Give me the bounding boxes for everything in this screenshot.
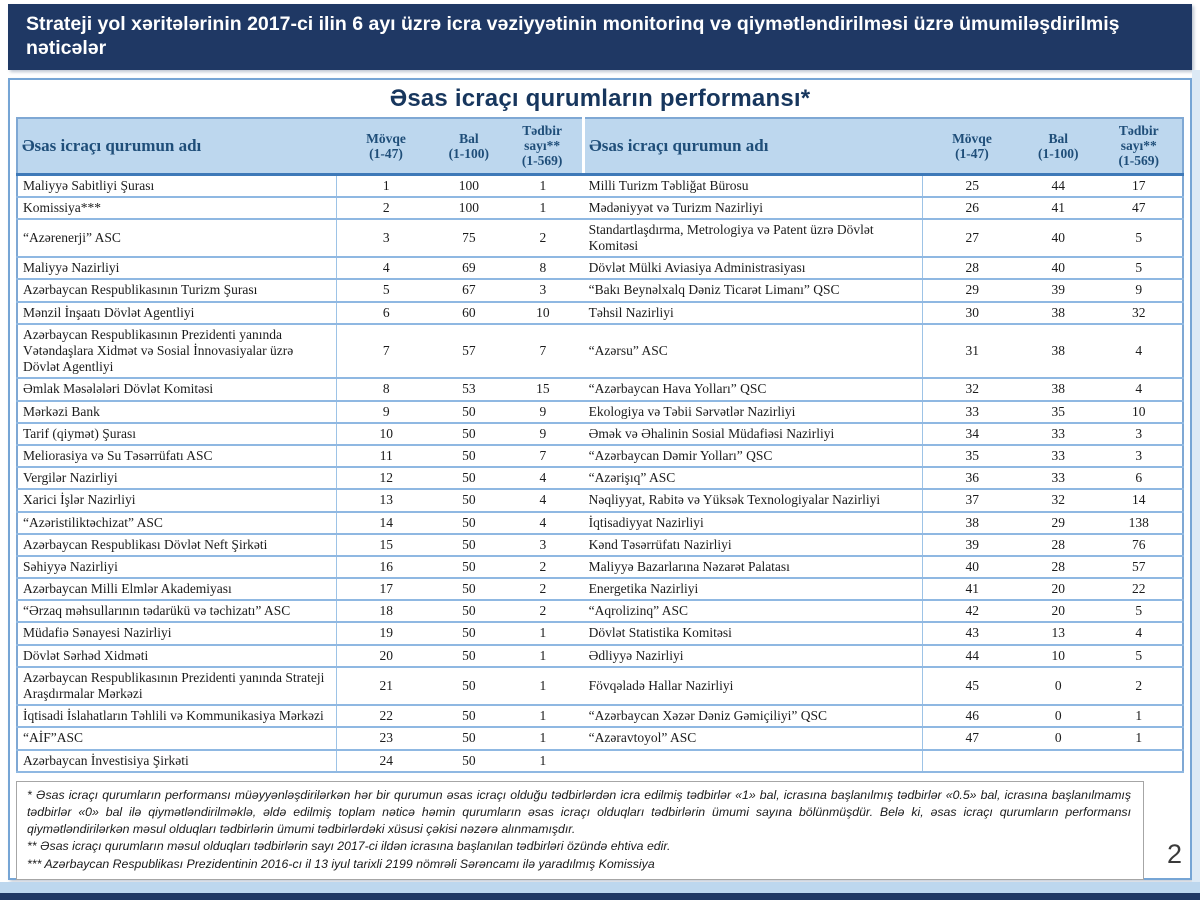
value-cell: 4 bbox=[1096, 324, 1183, 379]
value-cell: 3 bbox=[1096, 423, 1183, 445]
value-cell: 7 bbox=[502, 445, 584, 467]
column-header-measures-right: Tədbir sayı** (1-569) bbox=[1096, 118, 1183, 174]
institution-name-cell: “Azərsu” ASC bbox=[584, 324, 923, 379]
value-cell: 76 bbox=[1096, 534, 1183, 556]
table-header-row bbox=[17, 118, 1183, 174]
value-cell: 50 bbox=[436, 750, 502, 772]
value-cell: 4 bbox=[502, 467, 584, 489]
value-cell: 20 bbox=[1021, 600, 1096, 622]
value-cell: 17 bbox=[1096, 174, 1183, 197]
institution-name-cell: Azərbaycan Respublikasının Prezidenti yanında Vətəndaşlara Xidmət və Sosial İnnovasiyalar üzrə Dövlət Agentliyi bbox=[17, 324, 336, 379]
value-cell: 29 bbox=[923, 279, 1021, 301]
institution-name-cell: Ekologiya və Təbii Sərvətlər Nazirliyi bbox=[584, 401, 923, 423]
value-cell: 0 bbox=[1021, 705, 1096, 727]
column-header-rank-right: Mövqe (1-47) bbox=[923, 118, 1021, 174]
value-cell: 40 bbox=[923, 556, 1021, 578]
value-cell: 6 bbox=[336, 302, 435, 324]
institution-name-cell: Müdafiə Sənayesi Nazirliyi bbox=[17, 622, 336, 644]
value-cell: 2 bbox=[502, 578, 584, 600]
value-cell: 19 bbox=[336, 622, 435, 644]
table-row bbox=[17, 467, 1183, 489]
value-cell: 16 bbox=[336, 556, 435, 578]
value-cell: 39 bbox=[923, 534, 1021, 556]
institution-name-cell: Milli Turizm Təbliğat Bürosu bbox=[584, 174, 923, 197]
value-cell: 100 bbox=[436, 174, 502, 197]
value-cell: 9 bbox=[502, 423, 584, 445]
value-cell bbox=[923, 750, 1021, 772]
value-cell: 34 bbox=[923, 423, 1021, 445]
value-cell: 1 bbox=[502, 667, 584, 705]
value-cell: 50 bbox=[436, 489, 502, 511]
value-cell: 5 bbox=[1096, 257, 1183, 279]
page-number: 2 bbox=[1166, 839, 1182, 869]
value-cell: 1 bbox=[502, 727, 584, 749]
column-header-name-left: Əsas icraçı qurumun adı bbox=[17, 118, 336, 174]
value-cell: 22 bbox=[1096, 578, 1183, 600]
value-cell: 42 bbox=[923, 600, 1021, 622]
institution-name-cell: Mənzil İnşaatı Dövlət Agentliyi bbox=[17, 302, 336, 324]
value-cell: 3 bbox=[502, 279, 584, 301]
value-cell: 17 bbox=[336, 578, 435, 600]
value-cell: 47 bbox=[923, 727, 1021, 749]
value-cell: 9 bbox=[1096, 279, 1183, 301]
table-row bbox=[17, 750, 1183, 772]
value-cell: 32 bbox=[1021, 489, 1096, 511]
value-cell: 43 bbox=[923, 622, 1021, 644]
value-cell: 8 bbox=[336, 378, 435, 400]
table-row bbox=[17, 324, 1183, 379]
slide-content-area bbox=[8, 78, 1192, 880]
table-row bbox=[17, 445, 1183, 467]
institution-name-cell: Kənd Təsərrüfatı Nazirliyi bbox=[584, 534, 923, 556]
institution-name-cell: Maliyyə Nazirliyi bbox=[17, 257, 336, 279]
institution-name-cell: Meliorasiya və Su Təsərrüfatı ASC bbox=[17, 445, 336, 467]
value-cell: 1 bbox=[1096, 705, 1183, 727]
value-cell: 69 bbox=[436, 257, 502, 279]
value-cell: 1 bbox=[502, 622, 584, 644]
value-cell: 40 bbox=[1021, 257, 1096, 279]
table-row bbox=[17, 302, 1183, 324]
value-cell: 3 bbox=[336, 219, 435, 257]
institution-name-cell: Fövqəladə Hallar Nazirliyi bbox=[584, 667, 923, 705]
value-cell: 35 bbox=[1021, 401, 1096, 423]
value-cell: 5 bbox=[1096, 645, 1183, 667]
bottom-band-light bbox=[0, 882, 1200, 893]
value-cell: 50 bbox=[436, 578, 502, 600]
value-cell: 38 bbox=[1021, 378, 1096, 400]
institution-name-cell: “Ərzaq məhsullarının tədarükü və təchizatı” ASC bbox=[17, 600, 336, 622]
institution-name-cell: Azərbaycan Respublikasının Turizm Şurası bbox=[17, 279, 336, 301]
value-cell: 5 bbox=[1096, 219, 1183, 257]
institution-name-cell: Nəqliyyat, Rabitə və Yüksək Texnologiyalar Nazirliyi bbox=[584, 489, 923, 511]
value-cell: 10 bbox=[1021, 645, 1096, 667]
footnote-3: *** Azərbaycan Respublikası Prezidentinin 2016-cı il 13 iyul tarixli 2199 nömrəli Sərəncamı ilə yaradılmış Komissiya bbox=[27, 856, 655, 871]
table-row bbox=[17, 512, 1183, 534]
value-cell: 50 bbox=[436, 556, 502, 578]
table-row bbox=[17, 279, 1183, 301]
column-header-rank-left: Mövqe (1-47) bbox=[336, 118, 435, 174]
value-cell bbox=[1021, 750, 1096, 772]
institution-name-cell: Azərbaycan İnvestisiya Şirkəti bbox=[17, 750, 336, 772]
value-cell: 33 bbox=[1021, 445, 1096, 467]
value-cell: 10 bbox=[502, 302, 584, 324]
value-cell: 5 bbox=[1096, 600, 1183, 622]
value-cell: 50 bbox=[436, 401, 502, 423]
institution-name-cell: “Azərbaycan Hava Yolları” QSC bbox=[584, 378, 923, 400]
value-cell: 50 bbox=[436, 645, 502, 667]
value-cell: 41 bbox=[1021, 197, 1096, 219]
institution-name-cell: Ədliyyə Nazirliyi bbox=[584, 645, 923, 667]
value-cell: 13 bbox=[1021, 622, 1096, 644]
value-cell: 20 bbox=[336, 645, 435, 667]
value-cell: 1 bbox=[502, 197, 584, 219]
banner-title: Strateji yol xəritələrinin 2017-ci ilin 6 ayı üzrə icra vəziyyətinin monitorinq və qiymətləndirilməsi üzrə ümumiləşdirilmiş nəticələr bbox=[26, 13, 1120, 59]
value-cell: 27 bbox=[923, 219, 1021, 257]
column-header-measures-left: Tədbir sayı** (1-569) bbox=[502, 118, 584, 174]
institution-name-cell: Standartlaşdırma, Metrologiya və Patent üzrə Dövlət Komitəsi bbox=[584, 219, 923, 257]
footnote-box bbox=[16, 781, 1144, 880]
value-cell: 29 bbox=[1021, 512, 1096, 534]
value-cell: 1 bbox=[502, 750, 584, 772]
value-cell: 44 bbox=[1021, 174, 1096, 197]
value-cell: 33 bbox=[923, 401, 1021, 423]
institution-name-cell: Mədəniyyət və Turizm Nazirliyi bbox=[584, 197, 923, 219]
value-cell: 46 bbox=[923, 705, 1021, 727]
value-cell: 3 bbox=[502, 534, 584, 556]
value-cell: 6 bbox=[1096, 467, 1183, 489]
value-cell: 38 bbox=[1021, 324, 1096, 379]
value-cell: 32 bbox=[923, 378, 1021, 400]
institution-name-cell: Azərbaycan Respublikasının Prezidenti yanında Strateji Araşdırmalar Mərkəzi bbox=[17, 667, 336, 705]
institution-name-cell: “Aqrolizinq” ASC bbox=[584, 600, 923, 622]
value-cell: 15 bbox=[502, 378, 584, 400]
value-cell: 14 bbox=[1096, 489, 1183, 511]
value-cell: 60 bbox=[436, 302, 502, 324]
table-row bbox=[17, 534, 1183, 556]
value-cell: 4 bbox=[502, 489, 584, 511]
value-cell: 50 bbox=[436, 727, 502, 749]
value-cell: 25 bbox=[923, 174, 1021, 197]
value-cell: 4 bbox=[1096, 622, 1183, 644]
value-cell: 5 bbox=[336, 279, 435, 301]
performance-table bbox=[16, 117, 1184, 773]
value-cell: 1 bbox=[336, 174, 435, 197]
value-cell: 11 bbox=[336, 445, 435, 467]
institution-name-cell bbox=[584, 750, 923, 772]
table-row bbox=[17, 667, 1183, 705]
value-cell: 50 bbox=[436, 445, 502, 467]
institution-name-cell: Vergilər Nazirliyi bbox=[17, 467, 336, 489]
institution-name-cell: “Azərbaycan Xəzər Dəniz Gəmiçiliyi” QSC bbox=[584, 705, 923, 727]
performance-table-body bbox=[17, 174, 1183, 772]
value-cell: 10 bbox=[1096, 401, 1183, 423]
value-cell: 2 bbox=[336, 197, 435, 219]
institution-name-cell: Maliyyə Bazarlarına Nəzarət Palatası bbox=[584, 556, 923, 578]
institution-name-cell: “AİF”ASC bbox=[17, 727, 336, 749]
value-cell: 50 bbox=[436, 622, 502, 644]
value-cell: 67 bbox=[436, 279, 502, 301]
table-row bbox=[17, 727, 1183, 749]
table-row bbox=[17, 489, 1183, 511]
value-cell: 1 bbox=[502, 174, 584, 197]
value-cell: 15 bbox=[336, 534, 435, 556]
institution-name-cell: “Azərenerji” ASC bbox=[17, 219, 336, 257]
table-row bbox=[17, 219, 1183, 257]
value-cell: 36 bbox=[923, 467, 1021, 489]
value-cell: 10 bbox=[336, 423, 435, 445]
value-cell: 14 bbox=[336, 512, 435, 534]
table-row bbox=[17, 578, 1183, 600]
value-cell: 30 bbox=[923, 302, 1021, 324]
table-row bbox=[17, 197, 1183, 219]
institution-name-cell: Maliyyə Sabitliyi Şurası bbox=[17, 174, 336, 197]
institution-name-cell: Dövlət Sərhəd Xidməti bbox=[17, 645, 336, 667]
table-row bbox=[17, 705, 1183, 727]
table-row bbox=[17, 645, 1183, 667]
institution-name-cell: İqtisadiyyat Nazirliyi bbox=[584, 512, 923, 534]
table-row bbox=[17, 378, 1183, 400]
value-cell: 33 bbox=[1021, 423, 1096, 445]
value-cell: 41 bbox=[923, 578, 1021, 600]
value-cell: 50 bbox=[436, 667, 502, 705]
column-header-score-right: Bal (1-100) bbox=[1021, 118, 1096, 174]
page-title: Əsas icraçı qurumların performansı* bbox=[389, 85, 811, 112]
value-cell: 38 bbox=[1021, 302, 1096, 324]
value-cell: 4 bbox=[336, 257, 435, 279]
institution-name-cell: Azərbaycan Milli Elmlər Akademiyası bbox=[17, 578, 336, 600]
institution-name-cell: Komissiya*** bbox=[17, 197, 336, 219]
value-cell: 47 bbox=[1096, 197, 1183, 219]
value-cell: 45 bbox=[923, 667, 1021, 705]
value-cell bbox=[1096, 750, 1183, 772]
value-cell: 3 bbox=[1096, 445, 1183, 467]
value-cell: 32 bbox=[1096, 302, 1183, 324]
institution-name-cell: Dövlət Mülki Aviasiya Administrasiyası bbox=[584, 257, 923, 279]
value-cell: 37 bbox=[923, 489, 1021, 511]
column-header-name-right: Əsas icraçı qurumun adı bbox=[584, 118, 923, 174]
institution-name-cell: Dövlət Statistika Komitəsi bbox=[584, 622, 923, 644]
institution-name-cell: Xarici İşlər Nazirliyi bbox=[17, 489, 336, 511]
value-cell: 50 bbox=[436, 467, 502, 489]
value-cell: 22 bbox=[336, 705, 435, 727]
table-row bbox=[17, 556, 1183, 578]
value-cell: 28 bbox=[1021, 556, 1096, 578]
institution-name-cell: Əmlak Məsələləri Dövlət Komitəsi bbox=[17, 378, 336, 400]
table-row bbox=[17, 622, 1183, 644]
table-row bbox=[17, 600, 1183, 622]
value-cell: 12 bbox=[336, 467, 435, 489]
value-cell: 4 bbox=[1096, 378, 1183, 400]
value-cell: 50 bbox=[436, 600, 502, 622]
value-cell: 18 bbox=[336, 600, 435, 622]
value-cell: 50 bbox=[436, 534, 502, 556]
institution-name-cell: Səhiyyə Nazirliyi bbox=[17, 556, 336, 578]
value-cell: 53 bbox=[436, 378, 502, 400]
value-cell: 21 bbox=[336, 667, 435, 705]
value-cell: 28 bbox=[1021, 534, 1096, 556]
value-cell: 0 bbox=[1021, 667, 1096, 705]
value-cell: 0 bbox=[1021, 727, 1096, 749]
value-cell: 24 bbox=[336, 750, 435, 772]
value-cell: 2 bbox=[1096, 667, 1183, 705]
institution-name-cell: Təhsil Nazirliyi bbox=[584, 302, 923, 324]
value-cell: 44 bbox=[923, 645, 1021, 667]
value-cell: 9 bbox=[502, 401, 584, 423]
value-cell: 100 bbox=[436, 197, 502, 219]
value-cell: 8 bbox=[502, 257, 584, 279]
value-cell: 50 bbox=[436, 705, 502, 727]
institution-name-cell: Mərkəzi Bank bbox=[17, 401, 336, 423]
institution-name-cell: “Azərişıq” ASC bbox=[584, 467, 923, 489]
table-row bbox=[17, 257, 1183, 279]
value-cell: 26 bbox=[923, 197, 1021, 219]
value-cell: 13 bbox=[336, 489, 435, 511]
value-cell: 57 bbox=[1096, 556, 1183, 578]
column-header-score-left: Bal (1-100) bbox=[436, 118, 502, 174]
value-cell: 28 bbox=[923, 257, 1021, 279]
footnote-1: * Əsas icraçı qurumların performansı müəyyənləşdirilərkən hər bir qurumun əsas icraçı olduğu tədbirlərdən icra edilmiş tədbirlər «1» bal, icrasına başlanılmış tədbirlər «0.5» bal, icrasına başlanılmamış tədbirlər «0» bal ilə qiymətləndirilməklə, əldə edilmiş toplam nəticə həmin qurumların əsas icraçı olduqları tədbirlərin ümumi sayına bölünmüşdür. Belə ki, əsas icraçı qurumların performansı qiymətləndirilərkən məsul olduqları tədbirlərin ümumi tədbirlərdəki xüsusi çəkisi nəzərə alınmamışdır. bbox=[27, 787, 1131, 837]
value-cell: 7 bbox=[336, 324, 435, 379]
value-cell: 9 bbox=[336, 401, 435, 423]
institution-name-cell: “Azərbaycan Dəmir Yolları” QSC bbox=[584, 445, 923, 467]
value-cell: 23 bbox=[336, 727, 435, 749]
institution-name-cell: Tarif (qiymət) Şurası bbox=[17, 423, 336, 445]
institution-name-cell: Əmək və Əhalinin Sosial Müdafiəsi Nazirliyi bbox=[584, 423, 923, 445]
value-cell: 38 bbox=[923, 512, 1021, 534]
table-row bbox=[17, 401, 1183, 423]
bottom-band-navy bbox=[0, 893, 1200, 900]
value-cell: 57 bbox=[436, 324, 502, 379]
value-cell: 50 bbox=[436, 423, 502, 445]
value-cell: 1 bbox=[502, 705, 584, 727]
right-edge-strip bbox=[1192, 70, 1200, 893]
value-cell: 2 bbox=[502, 600, 584, 622]
institution-name-cell: Energetika Nazirliyi bbox=[584, 578, 923, 600]
value-cell: 40 bbox=[1021, 219, 1096, 257]
table-row bbox=[17, 423, 1183, 445]
value-cell: 1 bbox=[502, 645, 584, 667]
institution-name-cell: “Azəravtoyol” ASC bbox=[584, 727, 923, 749]
slide-header-banner bbox=[8, 4, 1192, 70]
value-cell: 35 bbox=[923, 445, 1021, 467]
value-cell: 7 bbox=[502, 324, 584, 379]
value-cell: 2 bbox=[502, 219, 584, 257]
value-cell: 20 bbox=[1021, 578, 1096, 600]
table-row bbox=[17, 174, 1183, 197]
value-cell: 1 bbox=[1096, 727, 1183, 749]
value-cell: 50 bbox=[436, 512, 502, 534]
value-cell: 2 bbox=[502, 556, 584, 578]
institution-name-cell: “Azəristiliktəchizat” ASC bbox=[17, 512, 336, 534]
footnote-2: ** Əsas icraçı qurumların məsul olduqları tədbirlərin sayı 2017-ci ildən icrasına başlanılan tədbirləri özündə ehtiva edir. bbox=[27, 839, 671, 854]
institution-name-cell: “Bakı Beynəlxalq Dəniz Ticarət Limanı” QSC bbox=[584, 279, 923, 301]
institution-name-cell: İqtisadi İslahatların Təhlili və Kommunikasiya Mərkəzi bbox=[17, 705, 336, 727]
value-cell: 138 bbox=[1096, 512, 1183, 534]
value-cell: 31 bbox=[923, 324, 1021, 379]
value-cell: 33 bbox=[1021, 467, 1096, 489]
institution-name-cell: Azərbaycan Respublikası Dövlət Neft Şirkəti bbox=[17, 534, 336, 556]
value-cell: 4 bbox=[502, 512, 584, 534]
value-cell: 75 bbox=[436, 219, 502, 257]
value-cell: 39 bbox=[1021, 279, 1096, 301]
